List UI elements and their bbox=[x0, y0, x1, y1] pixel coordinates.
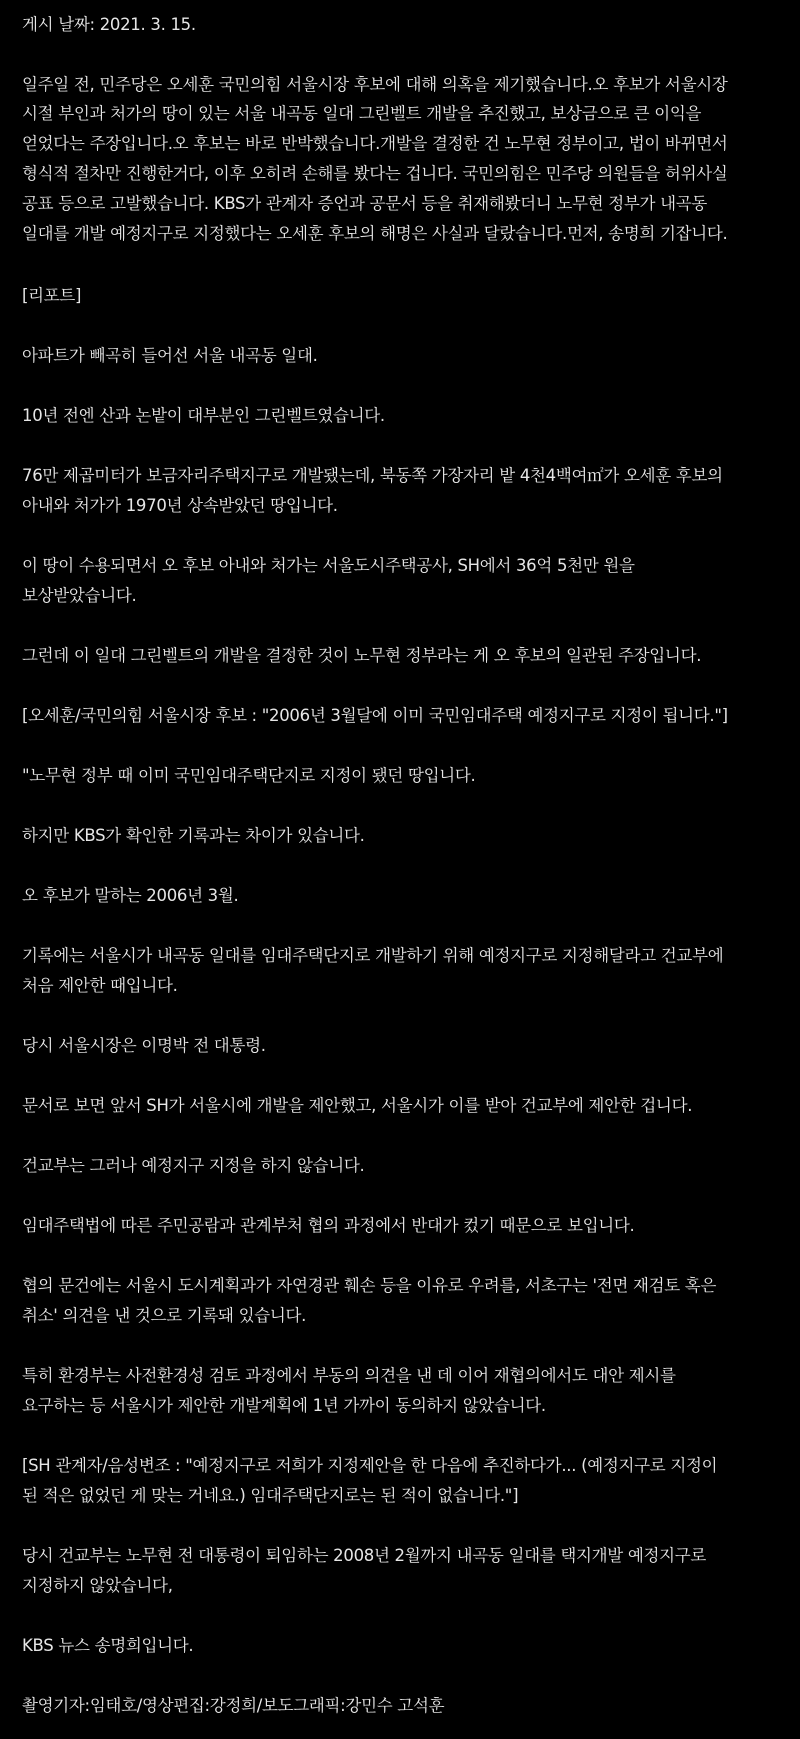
body-line: 임대주택법에 따른 주민공람과 관계부처 협의 과정에서 반대가 컸기 때문으로 보입니다. bbox=[22, 1216, 635, 1235]
body-line: 오 후보가 말하는 2006년 3월. bbox=[22, 886, 239, 905]
lead-line: 형식적 절차만 진행한거다, 이후 오히려 손해를 봤다는 겁니다. 국민의힘은 민주당 의원들을 허위사실 bbox=[22, 164, 728, 183]
body-line: 당시 건교부는 노무현 전 대통령이 퇴임하는 2008년 2월까지 내곡동 일대를 택지개발 예정지구로 bbox=[22, 1546, 707, 1565]
body-line: 요구하는 등 서울시가 제안한 개발계획에 1년 가까이 동의하지 않았습니다. bbox=[22, 1396, 546, 1415]
quote-line: [SH 관계자/음성변조 : "예정지구로 저희가 지정제안을 한 다음에 추진하다가... (예정지구로 지정이 bbox=[22, 1456, 718, 1475]
body-line: 취소' 의견을 낸 것으로 기록돼 있습니다. bbox=[22, 1306, 307, 1325]
body-line: 문서로 보면 앞서 SH가 서울시에 개발을 제안했고, 서울시가 이를 받아 건교부에 제안한 겁니다. bbox=[22, 1096, 693, 1115]
lead-line: 일주일 전, 민주당은 오세훈 국민의힘 서울시장 후보에 대해 의혹을 제기했습니다.오 후보가 서울시장 bbox=[22, 75, 728, 94]
body-line: 하지만 KBS가 확인한 기록과는 차이가 있습니다. bbox=[22, 826, 365, 845]
post-date: 게시 날짜: 2021. 3. 15. bbox=[22, 15, 196, 34]
body-line: 지정하지 않았습니다, bbox=[22, 1576, 173, 1595]
body-line: 협의 문건에는 서울시 도시계획과가 자연경관 훼손 등을 이유로 우려를, 서초구는 '전면 재검토 혹은 bbox=[22, 1276, 717, 1295]
body-line: 76만 제곱미터가 보금자리주택지구로 개발됐는데, 북동쪽 가장자리 밭 4천4백여㎡가 오세훈 후보의 bbox=[22, 466, 723, 485]
body-line: 아내와 처가가 1970년 상속받았던 땅입니다. bbox=[22, 496, 338, 515]
body-line: 건교부는 그러나 예정지구 지정을 하지 않습니다. bbox=[22, 1156, 365, 1175]
lead-line: 공표 등으로 고발했습니다. KBS가 관계자 증언과 공문서 등을 취재해봤더니 노무현 정부가 내곡동 bbox=[22, 194, 708, 213]
body-line: 아파트가 빼곡히 들어선 서울 내곡동 일대. bbox=[22, 346, 318, 365]
sign-off: KBS 뉴스 송명희입니다. bbox=[22, 1636, 194, 1655]
body-line: 보상받았습니다. bbox=[22, 586, 137, 605]
body-line: 처음 제안한 때입니다. bbox=[22, 976, 178, 995]
lead-line: 얻었다는 주장입니다.오 후보는 바로 반박했습니다.개발을 결정한 건 노무현 정부이고, 법이 바뀌면서 bbox=[22, 134, 728, 153]
lead-line: 시절 부인과 처가의 땅이 있는 서울 내곡동 일대 그린벨트 개발을 추진했고, 보상금으로 큰 이익을 bbox=[22, 104, 702, 123]
body-line: 이 땅이 수용되면서 오 후보 아내와 처가는 서울도시주택공사, SH에서 36억 5천만 원을 bbox=[22, 556, 635, 575]
body-line: 당시 서울시장은 이명박 전 대통령. bbox=[22, 1036, 266, 1055]
quote-line: "노무현 정부 때 이미 국민임대주택단지로 지정이 됐던 땅입니다. bbox=[22, 766, 476, 785]
credits: 촬영기자:임태호/영상편집:강정희/보도그래픽:강민수 고석훈 bbox=[22, 1696, 445, 1715]
body-line: 그런데 이 일대 그린벨트의 개발을 결정한 것이 노무현 정부라는 게 오 후보의 일관된 주장입니다. bbox=[22, 646, 702, 665]
lead-line: 일대를 개발 예정지구로 지정했다는 오세훈 후보의 해명은 사실과 달랐습니다.먼저, 송명희 기잡니다. bbox=[22, 224, 728, 243]
body-line: 특히 환경부는 사전환경성 검토 과정에서 부동의 의견을 낸 데 이어 재협의에서도 대안 제시를 bbox=[22, 1366, 676, 1385]
body-line: 기록에는 서울시가 내곡동 일대를 임대주택단지로 개발하기 위해 예정지구로 지정해달라고 건교부에 bbox=[22, 946, 724, 965]
body-line: 10년 전엔 산과 논밭이 대부분인 그린벨트였습니다. bbox=[22, 406, 385, 425]
quote-line: [오세훈/국민의힘 서울시장 후보 : "2006년 3월달에 이미 국민임대주택 예정지구로 지정이 됩니다."] bbox=[22, 706, 728, 725]
quote-line: 된 적은 없었던 게 맞는 거네요.) 임대주택단지로는 된 적이 없습니다."] bbox=[22, 1486, 519, 1505]
report-label: [리포트] bbox=[22, 286, 82, 305]
